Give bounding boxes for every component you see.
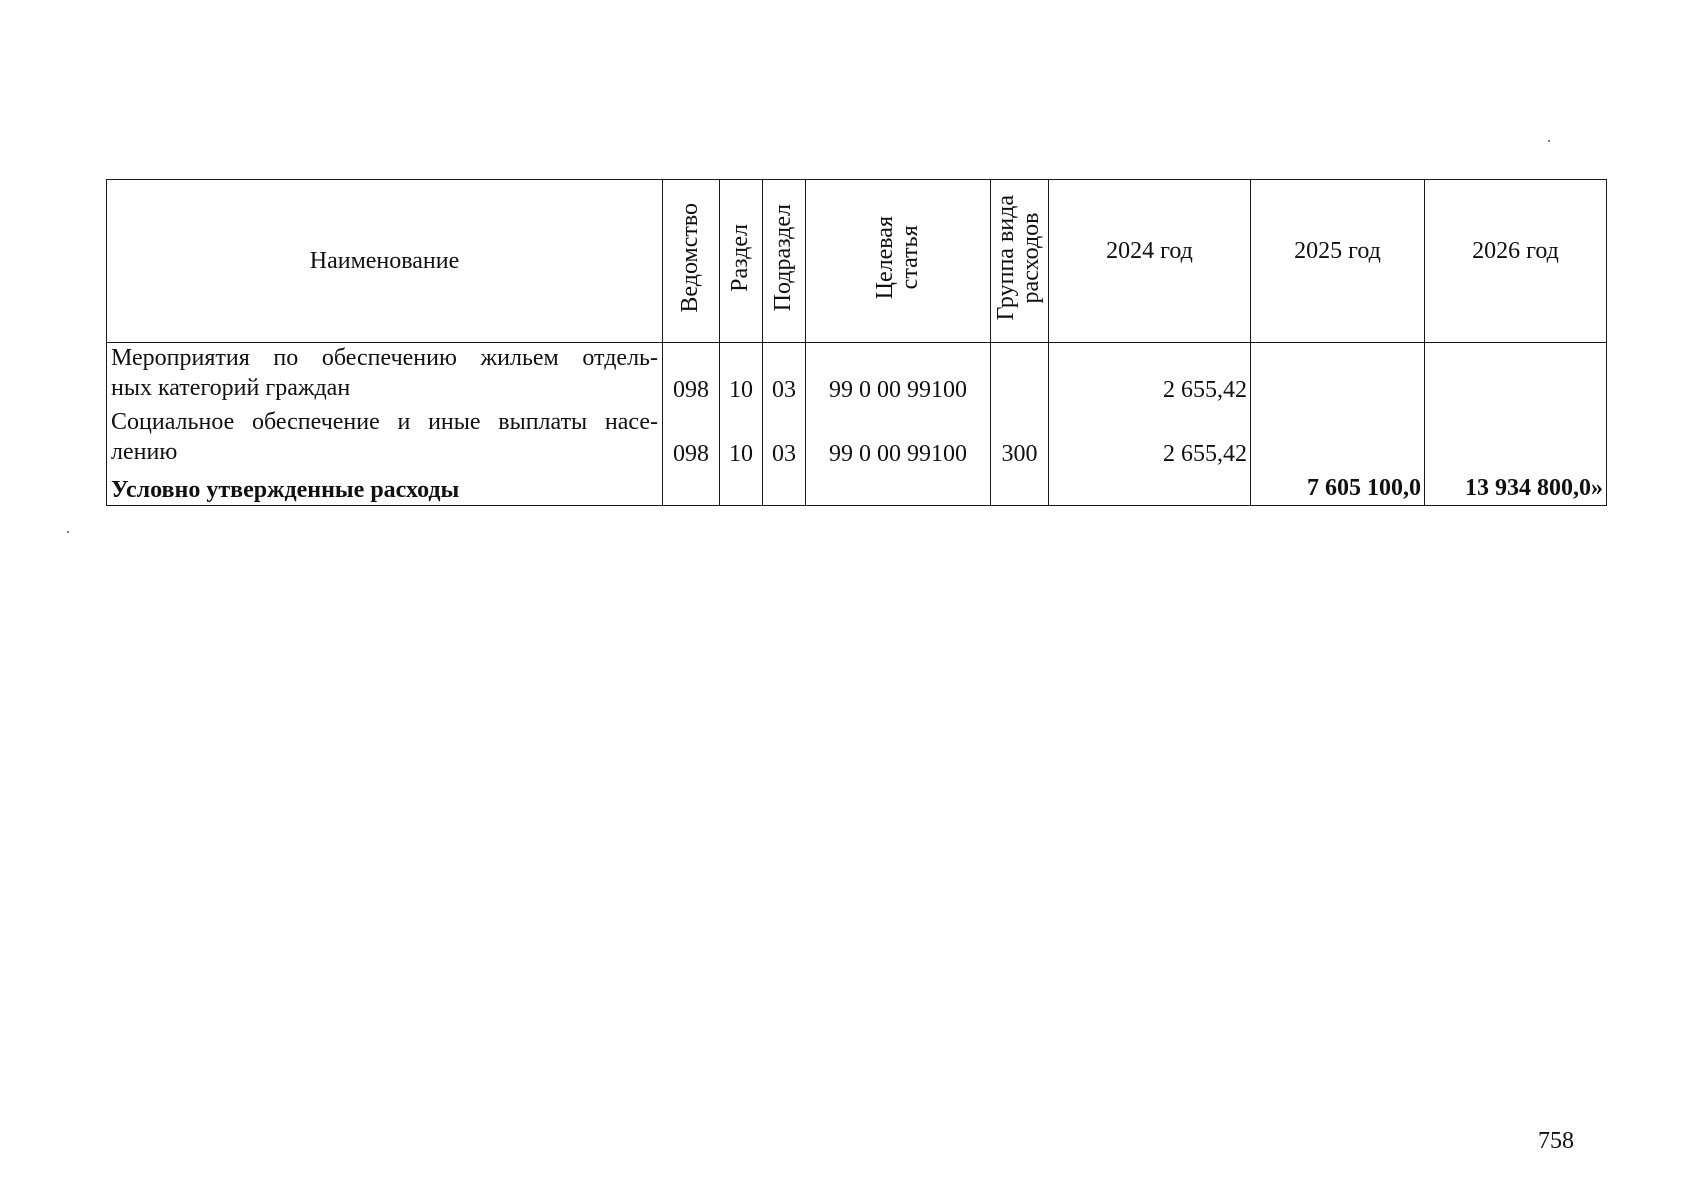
header-2024-label: 2024 год [1106, 237, 1193, 264]
header-subsection-label: Подраздел [770, 203, 797, 312]
page-number: 758 [1538, 1128, 1574, 1154]
row-2026 [1425, 343, 1607, 408]
total-name: Условно утвержденные расходы [107, 471, 663, 506]
total-expense-group [991, 471, 1049, 506]
row-section: 10 [720, 407, 763, 471]
row-target: 99 0 00 99100 [806, 343, 991, 408]
row-2026 [1425, 407, 1607, 471]
row-department: 098 [663, 343, 720, 408]
row-expense-group [991, 343, 1049, 408]
row-name [107, 343, 663, 408]
scan-speck [1548, 140, 1550, 142]
header-target-line1: Целевая [871, 215, 898, 300]
header-expense-group-line2: расходов [1018, 212, 1045, 303]
row-2025 [1251, 343, 1425, 408]
total-2026: 13 934 800,0» [1425, 471, 1607, 506]
row-department: 098 [663, 407, 720, 471]
header-name-label: Наименование [309, 247, 460, 274]
header-2026-label: 2026 год [1472, 237, 1559, 264]
row-subsection: 03 [763, 343, 806, 408]
header-2025 [1251, 180, 1425, 343]
total-row [107, 471, 1607, 506]
row-name-line1: Мероприятия по обеспечению жильем отдель- [111, 345, 658, 371]
table-row [107, 407, 1607, 471]
total-target [806, 471, 991, 506]
row-expense-group: 300 [991, 407, 1049, 471]
header-target [806, 180, 991, 343]
header-expense-group-line1: Группа вида [993, 194, 1020, 321]
header-target-label [873, 216, 923, 299]
row-2024: 2 655,42 [1049, 407, 1251, 471]
header-subsection [763, 180, 806, 343]
budget-table [106, 179, 1607, 506]
header-section-label: Раздел [727, 223, 754, 292]
row-name-line2: ных категорий граждан [111, 375, 351, 401]
total-2024 [1049, 471, 1251, 506]
header-department-label: Ведомство [677, 202, 704, 313]
header-2024 [1049, 180, 1251, 343]
row-name [107, 407, 663, 471]
header-name [107, 180, 663, 343]
total-department [663, 471, 720, 506]
total-2025: 7 605 100,0 [1251, 471, 1425, 506]
total-subsection [763, 471, 806, 506]
header-target-line2: статья [897, 225, 923, 290]
row-section: 10 [720, 343, 763, 408]
row-name-line2: лению [111, 439, 178, 465]
header-department [663, 180, 720, 343]
header-row [107, 180, 1607, 343]
row-name-line1: Социальное обеспечение и иные выплаты насе- [111, 409, 658, 435]
header-2025-label: 2025 год [1294, 237, 1381, 264]
row-subsection: 03 [763, 407, 806, 471]
header-expense-group [991, 180, 1049, 343]
header-expense-group-label [994, 195, 1044, 320]
row-2024: 2 655,42 [1049, 343, 1251, 408]
row-2025 [1251, 407, 1425, 471]
table-row [107, 343, 1607, 408]
header-2026 [1425, 180, 1607, 343]
row-target: 99 0 00 99100 [806, 407, 991, 471]
total-section [720, 471, 763, 506]
scan-speck [67, 531, 69, 533]
header-section [720, 180, 763, 343]
